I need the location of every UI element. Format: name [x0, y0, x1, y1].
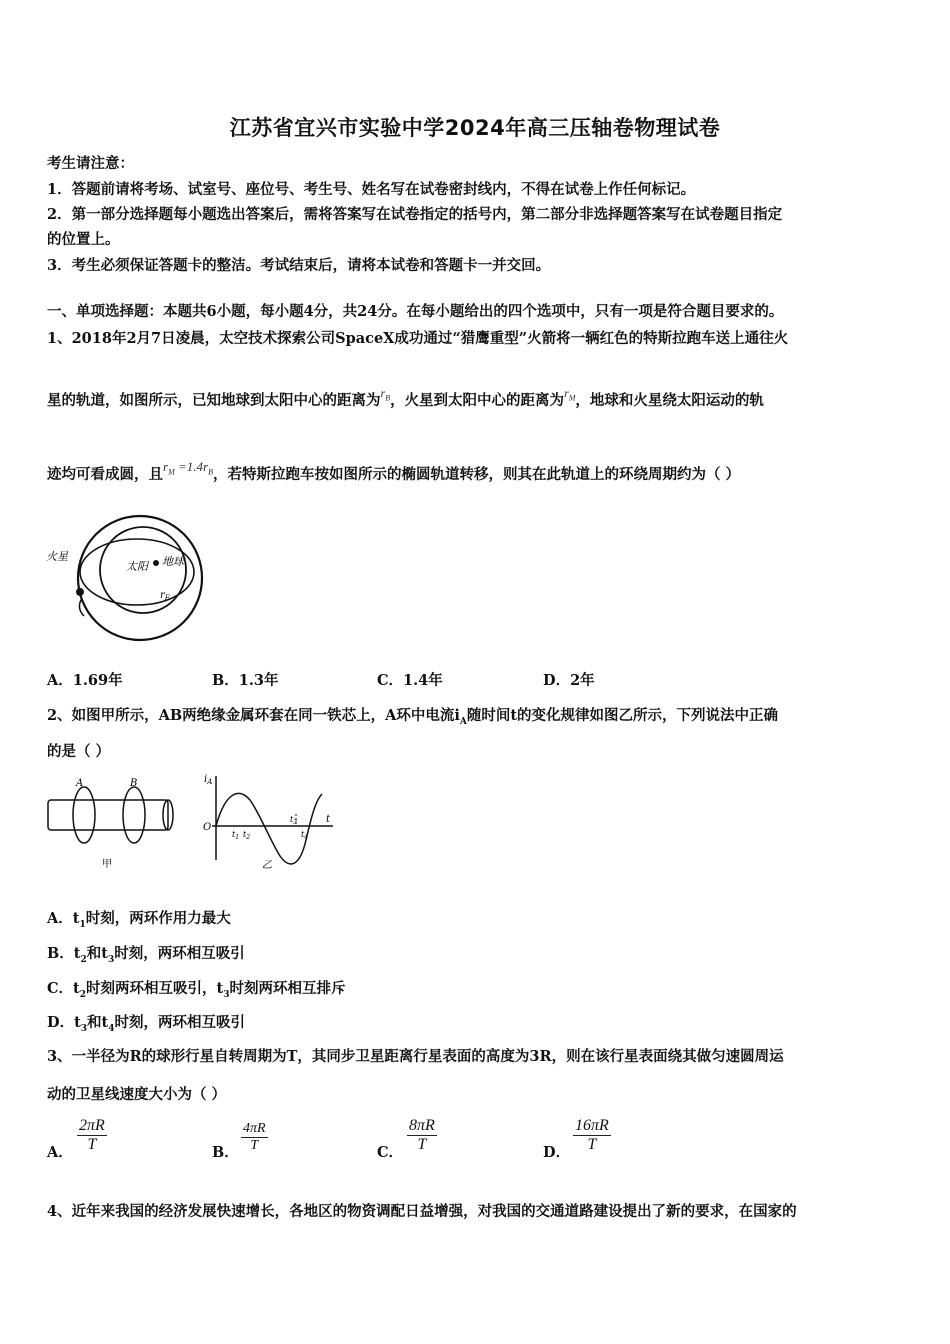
q3-option-a-label[interactable]: A．	[47, 1144, 73, 1161]
q1-line-2	[47, 386, 764, 410]
q3-option-a-fraction[interactable]: $\frac{2\pi R}{T}$	[79, 1117, 105, 1153]
ring-a	[73, 787, 95, 843]
label-t2: $t_2$	[243, 830, 251, 841]
q2-option-c[interactable]: C．$t_2$时刻两环相互吸引，$t_3$时刻两环相互排斥	[47, 980, 346, 1000]
notice-item-2: 2．第一部分选择题每小题选出答案后，需将答案写在试卷指定的括号内，第二部分非选择题答案写在试卷题目指定	[47, 206, 783, 223]
relation-formula: $r_M =1.4r_B$	[163, 459, 213, 477]
q2-option-b[interactable]: B．$t_2$和$t_3$时刻，两环相互吸引	[47, 945, 245, 965]
q1-line-3	[47, 459, 741, 485]
label-ring-b: B	[130, 778, 138, 789]
label-t1: $t_1$	[232, 830, 240, 841]
label-t-axis: t	[326, 814, 331, 825]
label-jia: 甲	[102, 859, 112, 870]
q3-option-d-label[interactable]: D．	[543, 1144, 571, 1161]
q3-option-c-label[interactable]: C．	[377, 1144, 404, 1161]
q2-option-a[interactable]: A．$t_1$时刻，两环作用力最大	[47, 910, 231, 930]
symbol-rB: rB	[380, 386, 391, 403]
q2-line-2: 的是（ ）	[47, 743, 111, 760]
q1-line-1: 1、2018年2月7日凌晨，太空技术探索公司SpaceX成功通过“猎鹰重型”火箭将一辆红色的特斯拉跑车送上通往火	[47, 330, 789, 347]
q3-line-2: 动的卫星线速度大小为（ ）	[47, 1086, 227, 1103]
mars-dot	[76, 588, 84, 596]
label-ring-a: A	[76, 778, 84, 789]
label-origin: O	[203, 822, 212, 833]
notice-heading: 考生请注意：	[47, 155, 134, 172]
figure-jia	[44, 774, 179, 874]
label-earth: 地球	[162, 555, 184, 568]
q4-line-1: 4、近年来我国的经济发展快速增长，各地区的物资调配日益增强，对我国的交通道路建设提出了新的要求，在国家的	[47, 1203, 797, 1220]
q3-option-b-fraction[interactable]: $\frac{4\pi R}{T}$	[243, 1121, 266, 1153]
q2-option-d[interactable]: D．$t_3$和$t_4$时刻，两环相互吸引	[47, 1014, 246, 1034]
q1-text-b: ，火星到太阳中心的距离为	[390, 392, 565, 409]
ring-b	[123, 787, 145, 843]
q1-text-e: ，若特斯拉跑车按如图所示的椭圆轨道转移，则其在此轨道上的环绕周期约为（ ）	[212, 466, 741, 483]
label-sun: 太阳	[126, 560, 148, 573]
page-title: 江苏省宜兴市实验中学2024年高三压轴卷物理试卷	[229, 116, 721, 140]
q2-line-1: 2、如图甲所示，AB两绝缘金属环套在同一铁芯上，A环中电流$i_A$随时间t的变化规律如图乙所示，下列说法中正确	[47, 707, 779, 727]
symbol-rM: rM	[564, 386, 576, 403]
q1-option-a[interactable]: A．1.69年	[47, 672, 123, 689]
label-yi: 乙	[262, 860, 272, 871]
notice-item-1: 1．答题前请将考场、试室号、座位号、考生号、姓名写在试卷密封线内，不得在试卷上作任何标记。	[47, 181, 696, 198]
mars-orbit	[78, 516, 202, 640]
label-t3: $t_3$	[290, 815, 298, 826]
section-heading: 一、单项选择题：本题共6小题，每小题4分，共24分。在每小题给出的四个选项中，只有一项是符合题目要求的。	[47, 303, 784, 320]
q3-option-d-fraction[interactable]: $\frac{16\pi R}{T}$	[575, 1117, 609, 1153]
figure-yi	[198, 770, 338, 875]
current-curve	[216, 793, 322, 864]
notice-item-3: 3．考生必须保证答题卡的整洁。考试结束后，请将本试卷和答题卡一并交回。	[47, 257, 551, 274]
label-iA: $i_A$	[204, 774, 213, 786]
notice-item-2-cont: 的位置上。	[47, 231, 120, 248]
label-mars: 火星	[46, 550, 68, 563]
label-r: $r_E$	[160, 590, 170, 602]
q1-option-d[interactable]: D．2年	[543, 672, 595, 689]
label-t4: $t_4$	[301, 830, 309, 841]
orbit-figure	[40, 512, 210, 657]
earth-dot	[153, 560, 159, 566]
q1-text-a: 星的轨道，如图所示，已知地球到太阳中心的距离为	[47, 392, 381, 409]
q1-text-c: ，地球和火星绕太阳运动的轨	[575, 392, 764, 409]
iron-core	[48, 800, 168, 830]
q3-option-b-label[interactable]: B．	[212, 1144, 239, 1161]
q1-option-b[interactable]: B．1.3年	[212, 672, 279, 689]
q1-text-d: 迹均可看成圆，且	[47, 466, 163, 483]
q1-option-c[interactable]: C．1.4年	[377, 672, 443, 689]
q3-line-1: 3、一半径为R的球形行星自转周期为T，其同步卫星距离行星表面的高度为3R，则在该行星表面绕其做匀速圆周运	[47, 1048, 784, 1065]
q3-option-c-fraction[interactable]: $\frac{8\pi R}{T}$	[409, 1117, 435, 1153]
